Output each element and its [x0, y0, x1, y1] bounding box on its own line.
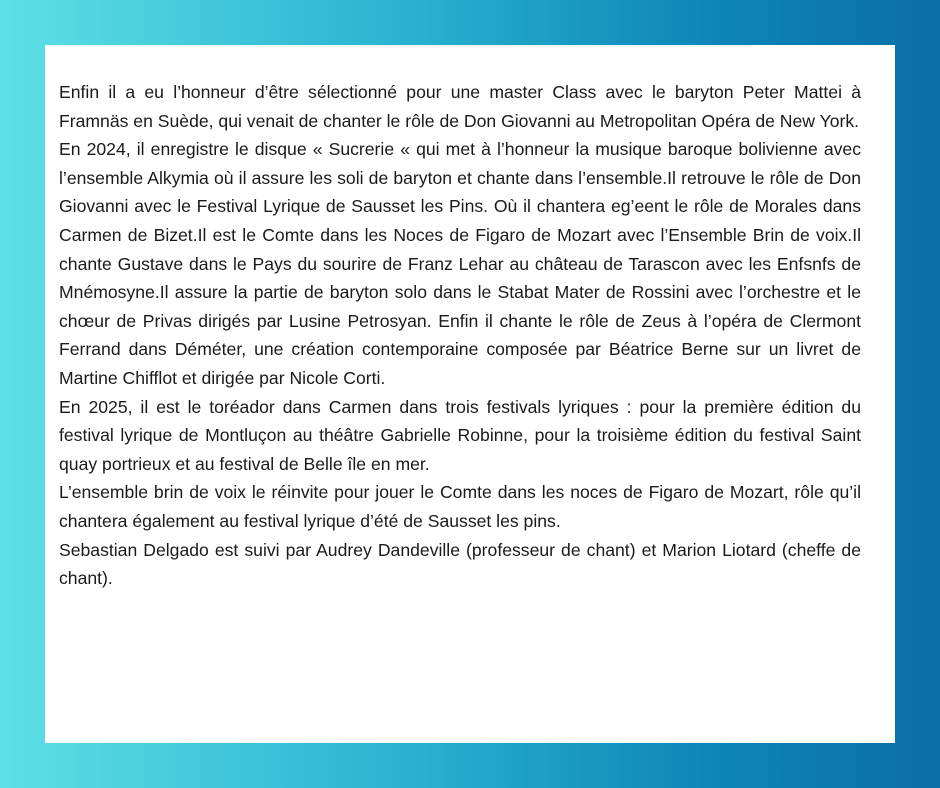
paragraph-brin-de-voix: L’ensemble brin de voix le réinvite pour jouer le Comte dans les noces de Figaro de Mozart, rôle qu’il chantera également au festival lyrique d’été de Sausset les pins. — [59, 482, 861, 531]
paragraph-master-class: Enfin il a eu l’honneur d’être sélectionné pour une master Class avec le baryton Peter Mattei à Framnäs en Suède, qui venait de chanter le rôle de Don Giovanni au Metropolitan Opéra de New York. — [59, 82, 861, 131]
text-card — [45, 45, 895, 743]
paragraph-2024: En 2024, il enregistre le disque « Sucrerie « qui met à l’honneur la musique baroque bolivienne avec l’ensemble Alkymia où il assure les soli de baryton et chante dans l’ensemble.Il retrouve le rôle de Don Giovanni avec le Festival Lyrique de Sausset les Pins. Où il chantera eg’eent le rôle de Morales dans Carmen de Bizet.Il est le Comte dans les Noces de Figaro de Mozart avec l’Ensemble Brin de voix.Il chante Gustave dans le Pays du sourire de Franz Lehar au château de Tarascon avec les Enfsnfs de Mnémosyne.Il assure la partie de baryton solo dans le Stabat Mater de Rossini avec l’orchestre et le chœur de Privas dirigés par Lusine Petrosyan. Enfin il chante le rôle de Zeus à l’opéra de Clermont Ferrand dans Déméter, une création contemporaine composée par Béatrice Berne sur un livret de Martine Chifflot et dirigée par Nicole Corti. — [59, 139, 861, 388]
paragraph-teachers: Sebastian Delgado est suivi par Audrey Dandeville (professeur de chant) et Marion Liotard (cheffe de chant). — [59, 539, 861, 589]
paragraph-2025: En 2025, il est le toréador dans Carmen dans trois festivals lyriques : pour la première édition du festival lyrique de Montluçon au théâtre Gabrielle Robinne, pour la troisième édition du festival Saint quay portrieux et au festival de Belle île en mer. — [59, 396, 861, 474]
